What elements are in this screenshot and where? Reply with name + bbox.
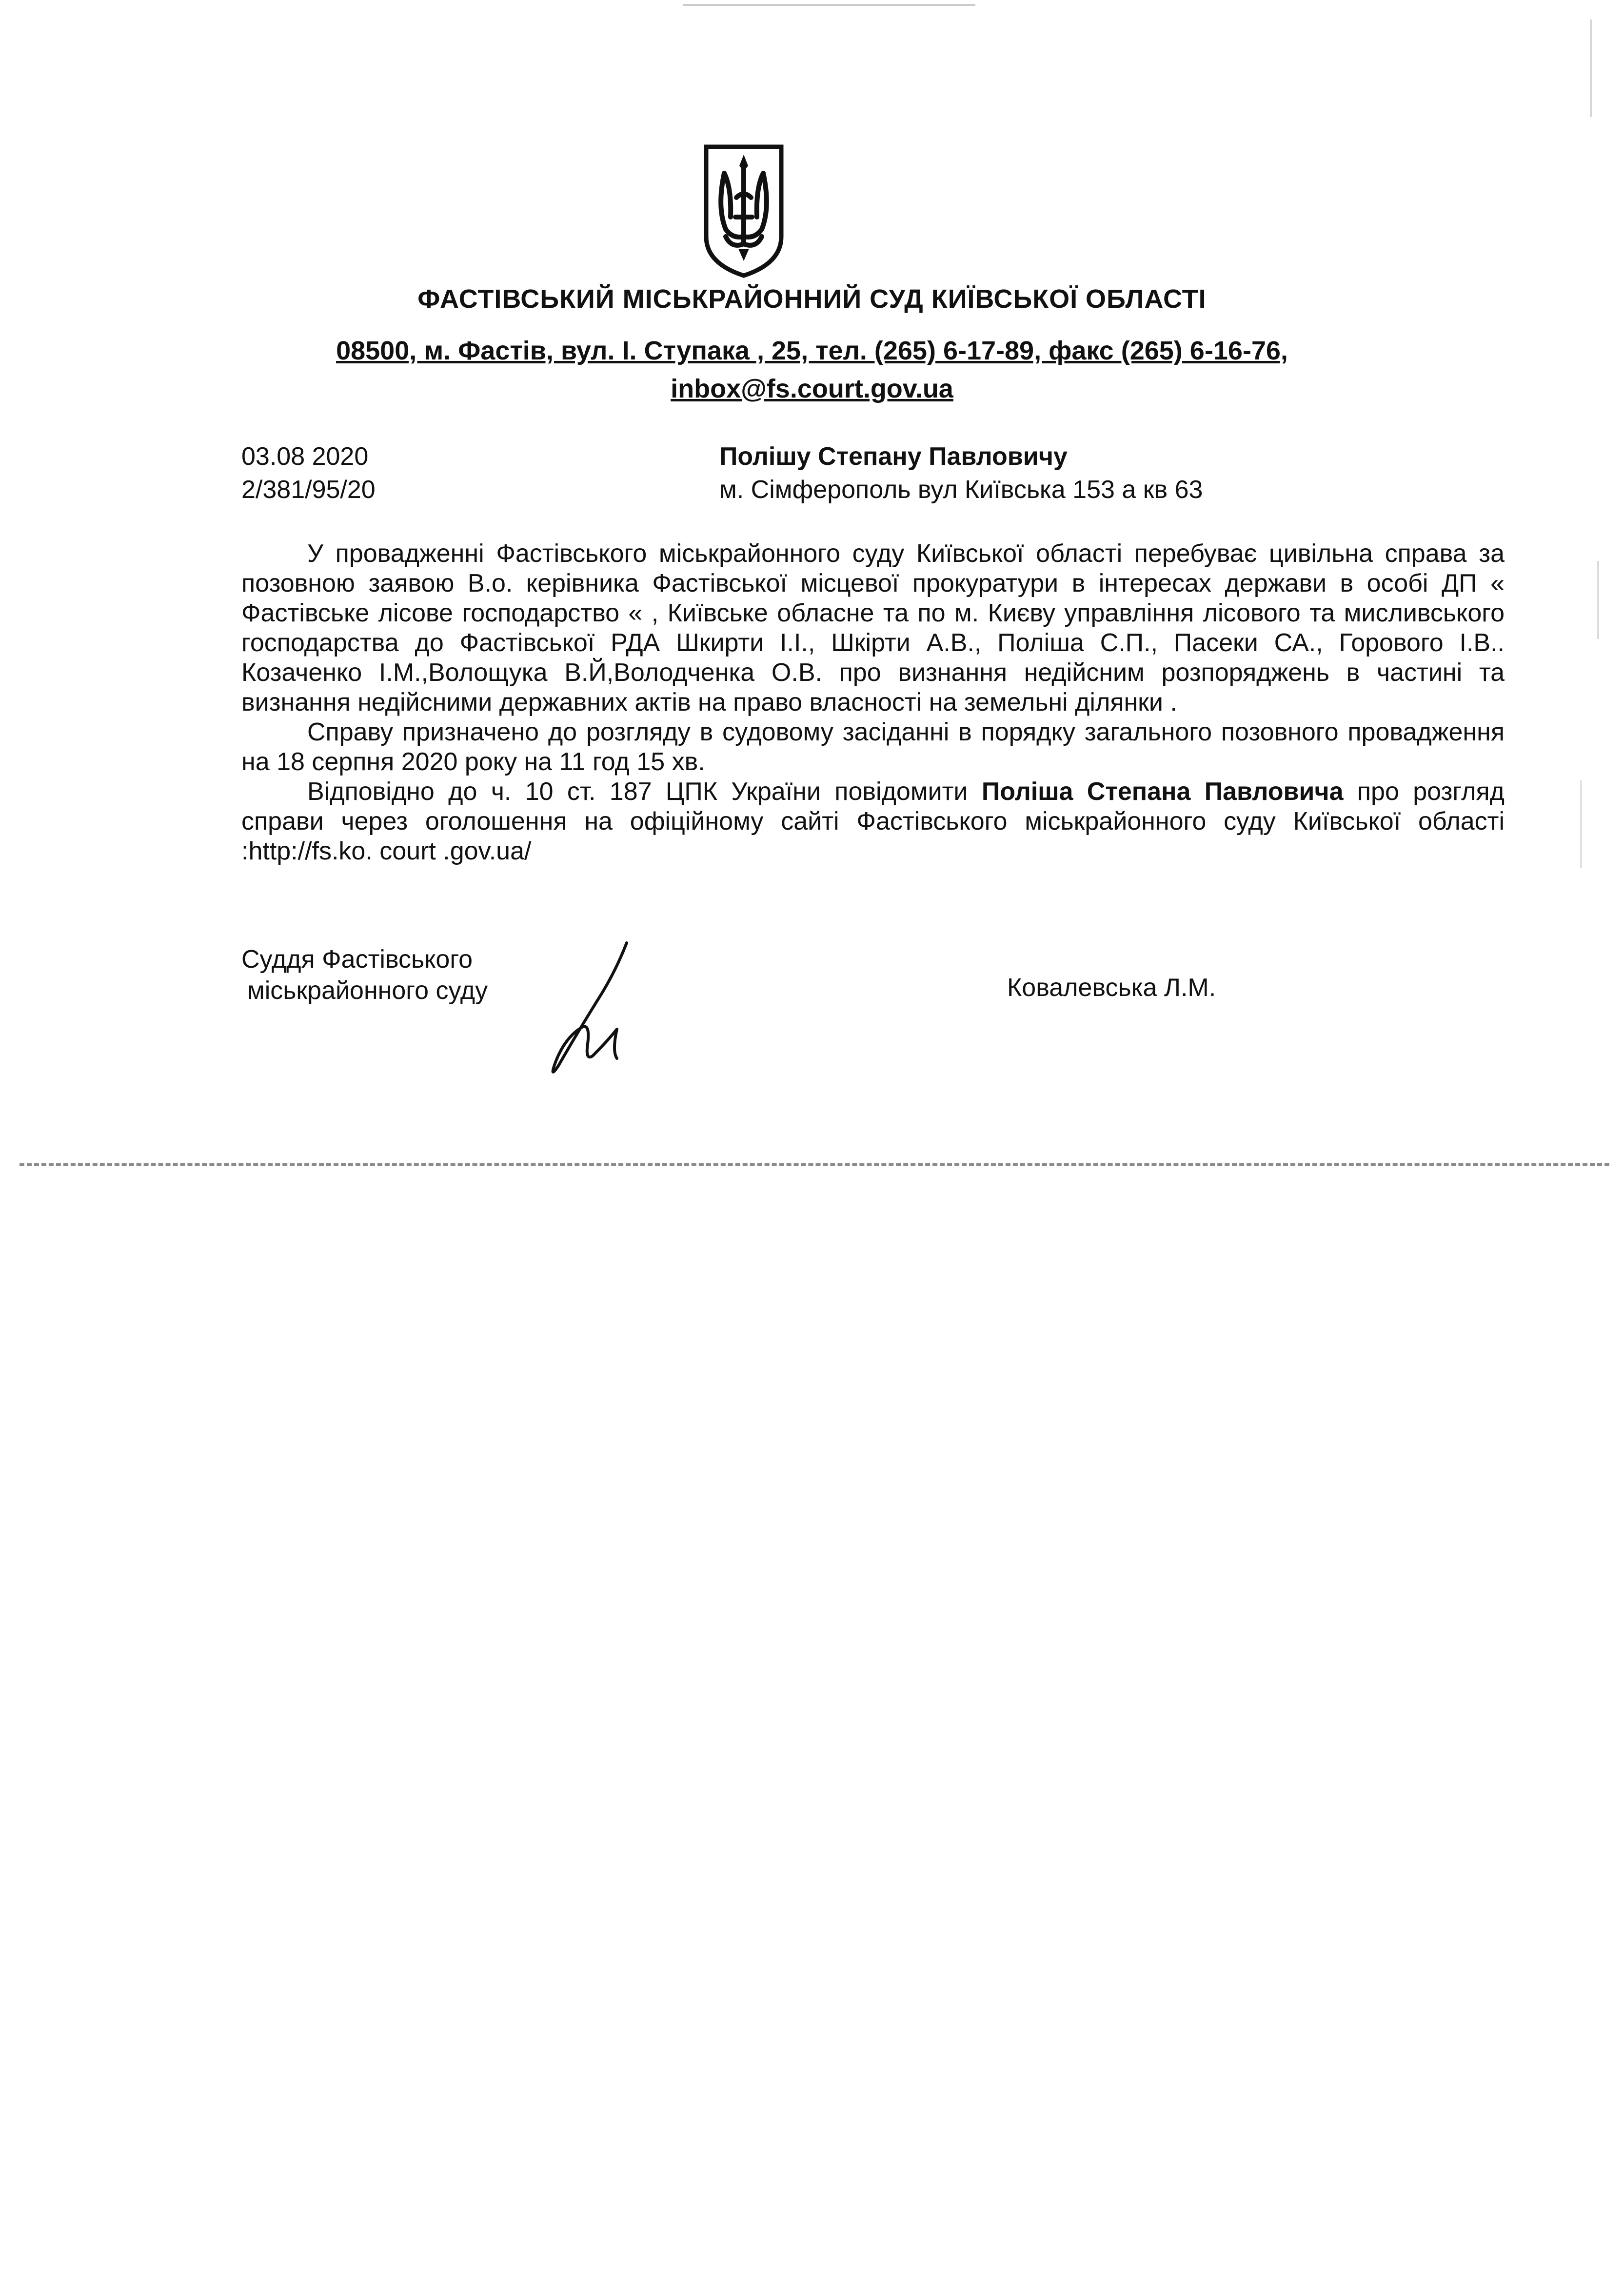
recipient-name: Полішу Степану Павловичу xyxy=(719,442,1068,471)
judge-title-line1: Суддя Фастівського xyxy=(241,945,473,974)
paragraph-hearing-date: Справу призначено до розгляду в судовому засіданні в порядку загального позовного провадження на 18 серпня 2020 року на 11 год 15 хв. xyxy=(241,718,1505,776)
notification-text-start: Відповідно до ч. 10 ст. 187 ЦПК України повідомити xyxy=(307,777,982,806)
court-name-heading: ФАСТІВСЬКИЙ МІСЬКРАЙОННИЙ СУД КИЇВСЬКОЇ ОБЛАСТІ xyxy=(417,284,1207,314)
coat-of-arms-emblem xyxy=(702,144,785,278)
scan-speck xyxy=(1597,561,1599,639)
scan-speck xyxy=(1590,20,1592,117)
scan-speck xyxy=(683,4,975,6)
judge-title xyxy=(241,944,488,1006)
scan-speck xyxy=(1580,780,1582,868)
scan-fold-line xyxy=(20,1163,1609,1166)
notification-text-end: про розгляд справи через оголошення на офіційному сайті Фастівського міськрайонного суду Київської області :http://fs.ko. court .gov.ua/ xyxy=(241,777,1505,865)
notified-person-name: Поліша Степана Павловича xyxy=(981,777,1344,806)
judge-title-line2: міськрайонного суду xyxy=(247,976,488,1005)
court-email: inbox@fs.court.gov.ua xyxy=(671,374,953,403)
court-address-line: 08500, м. Фастів, вул. І. Ступака , 25, тел. (265) 6-17-89, факс (265) 6-16-76, xyxy=(336,336,1288,365)
judge-name: Ковалевська Л.М. xyxy=(1007,974,1216,1002)
letter-body xyxy=(241,539,1505,866)
recipient-address: м. Сімферополь вул Київська 153 а кв 63 xyxy=(719,476,1203,504)
recipient-block xyxy=(719,440,1203,506)
document-meta xyxy=(241,440,376,506)
document-date: 03.08 2020 xyxy=(241,442,369,471)
paragraph-case-description: У провадженні Фастівського міськрайонного суду Київської області перебуває цивільна справа за позовною заявою В.о. керівника Фастівської місцевої прокуратури в інтересах держави в особі ДП « Фастівське лісове господарство « , Київське обласне та по м. Києву управління лісового та мисливського господарства до Фастівської РДА Шкирти І.І., Шкірти А.В., Поліша С.П., Пасеки СА., Горового І.В.. Козаченко І.М.,Волощука В.Й,Володченка О.В. про визнання недійсним розпоряджень в частині та визнання недійсними державних актів на право власності на земельні ділянки . xyxy=(241,539,1505,717)
handwritten-signature xyxy=(544,939,646,1080)
court-address-block xyxy=(0,332,1624,408)
case-number: 2/381/95/20 xyxy=(241,476,376,504)
paragraph-notification xyxy=(241,777,1505,866)
